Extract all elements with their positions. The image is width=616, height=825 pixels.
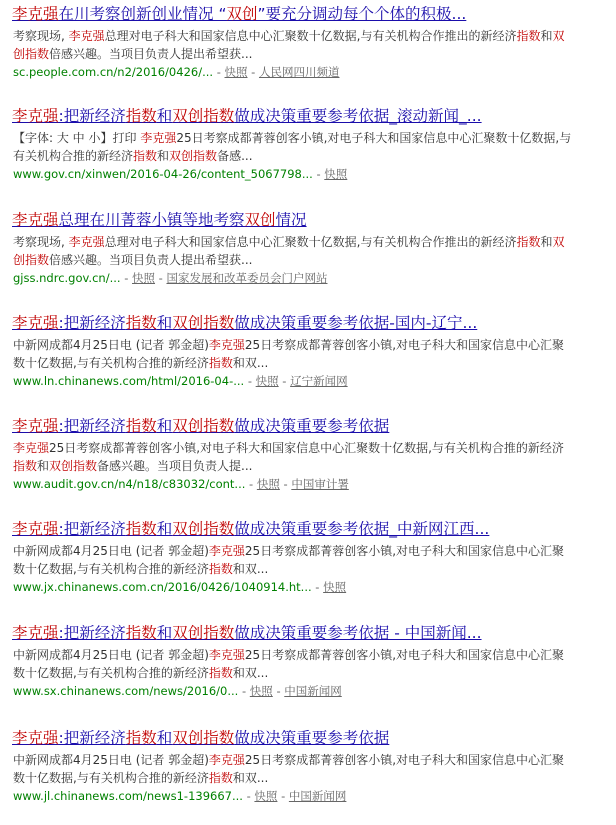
result-snippet: 中新网成都4月25日电 (记者 郭金超)李克强25日考察成都菁蓉创客小镇,对电子科大和国家信息中心汇聚数十亿数据,与有关机构合推的新经济指数和双...	[13, 338, 565, 370]
result-item	[0, 313, 600, 390]
result-meta	[13, 579, 600, 596]
result-snippet: 中新网成都4月25日电 (记者 郭金超)李克强25日考察成都菁蓉创客小镇,对电子科大和国家信息中心汇聚数十亿数据,与有关机构合推的新经济指数和双...	[13, 544, 565, 576]
site-link[interactable]: 辽宁新闻网	[290, 374, 348, 388]
result-snippet: 考察现场, 李克强总理对电子科大和国家信息中心汇聚数十亿数据,与有关机构合作推出的新经济指数和双创指数倍感兴趣。当项目负责人提出希望获...	[13, 29, 565, 61]
snapshot-link[interactable]: 快照	[132, 271, 156, 285]
result-item	[0, 623, 600, 700]
result-title-link[interactable]: 李克强:把新经济指数和双创指数做成决策重要参考依据 - 中国新闻...	[12, 624, 482, 642]
result-item	[0, 416, 600, 493]
result-snippet: 考察现场, 李克强总理对电子科大和国家信息中心汇聚数十亿数据,与有关机构合作推出的新经济指数和双创指数倍感兴趣。当项目负责人提出希望获...	[13, 235, 565, 267]
separator: -	[312, 167, 325, 181]
site-link[interactable]: 中国新闻网	[288, 789, 347, 803]
result-meta	[13, 166, 600, 183]
site-link[interactable]: 中国新闻网	[284, 684, 342, 698]
result-snippet: 李克强25日考察成都菁蓉创客小镇,对电子科大和国家信息中心汇聚数十亿数据,与有关机构合推的新经济指数和双创指数备感兴趣。当项目负责人提...	[13, 441, 564, 473]
separator: -	[238, 684, 250, 698]
separator: -	[245, 477, 257, 491]
result-meta	[13, 373, 600, 390]
result-title-link[interactable]: 李克强总理在川菁蓉小镇等地考察双创情况	[12, 211, 307, 229]
result-title-link[interactable]: 李克强:把新经济指数和双创指数做成决策重要参考依据	[12, 729, 390, 747]
result-item	[0, 4, 600, 81]
site-link[interactable]: 中国审计署	[291, 477, 349, 491]
separator: -	[120, 271, 133, 285]
result-item	[0, 519, 600, 596]
separator: -	[242, 789, 255, 803]
result-meta	[13, 788, 600, 805]
result-meta	[13, 683, 600, 700]
result-item	[0, 210, 600, 287]
result-title-link[interactable]: 李克强:把新经济指数和双创指数做成决策重要参考依据-国内-辽宁...	[12, 314, 478, 332]
result-url: www.sx.chinanews.com/news/2016/0...	[13, 684, 239, 698]
snapshot-link[interactable]: 快照	[249, 684, 273, 698]
snapshot-link[interactable]: 快照	[224, 65, 248, 79]
result-item	[0, 106, 600, 183]
result-url: www.ln.chinanews.com/html/2016-04-...	[13, 374, 245, 388]
separator: -	[278, 374, 291, 388]
result-title-link[interactable]: 李克强:把新经济指数和双创指数做成决策重要参考依据_滚动新闻_...	[12, 107, 482, 125]
result-url: www.audit.gov.cn/n4/n18/c83032/cont...	[13, 477, 246, 491]
result-url: www.gov.cn/xinwen/2016-04-26/content_5067798...	[13, 167, 313, 181]
result-meta	[13, 64, 600, 81]
snapshot-link[interactable]: 快照	[255, 374, 279, 388]
separator: -	[277, 789, 289, 803]
site-link[interactable]: 人民网四川频道	[258, 65, 340, 79]
result-snippet: 中新网成都4月25日电 (记者 郭金超)李克强25日考察成都菁蓉创客小镇,对电子科大和国家信息中心汇聚数十亿数据,与有关机构合推的新经济指数和双...	[13, 648, 565, 680]
result-snippet: 中新网成都4月25日电 (记者 郭金超)李克强25日考察成都菁蓉创客小镇,对电子科大和国家信息中心汇聚数十亿数据,与有关机构合推的新经济指数和双...	[13, 753, 565, 785]
result-url: www.jx.chinanews.com.cn/2016/0426/1040914.ht...	[13, 580, 312, 594]
snapshot-link[interactable]: 快照	[323, 580, 347, 594]
result-title-link[interactable]: 李克强:把新经济指数和双创指数做成决策重要参考依据_中新网江西...	[12, 520, 490, 538]
snapshot-link[interactable]: 快照	[256, 477, 280, 491]
result-snippet: 【字体: 大 中 小】打印 李克强25日考察成都菁蓉创客小镇,对电子科大和国家信息中心汇聚数十亿数据,与有关机构合推的新经济指数和双创指数备感...	[13, 131, 572, 163]
result-meta	[13, 476, 600, 493]
result-url: sc.people.com.cn/n2/2016/0426/...	[13, 65, 214, 79]
separator: -	[272, 684, 285, 698]
separator: -	[244, 374, 256, 388]
result-meta	[13, 270, 600, 287]
separator: -	[155, 271, 167, 285]
separator: -	[279, 477, 292, 491]
snapshot-link[interactable]: 快照	[324, 167, 348, 181]
result-title-link[interactable]: 李克强:把新经济指数和双创指数做成决策重要参考依据	[12, 417, 390, 435]
snapshot-link[interactable]: 快照	[254, 789, 278, 803]
separator: -	[247, 65, 259, 79]
separator: -	[311, 580, 324, 594]
result-item	[0, 728, 600, 805]
result-url: gjss.ndrc.gov.cn/...	[13, 271, 121, 285]
result-title-link[interactable]: 李克强在川考察创新创业情况 “双创”要充分调动每个个体的积极...	[12, 5, 467, 23]
separator: -	[213, 65, 225, 79]
site-link[interactable]: 国家发展和改革委员会门户网站	[166, 271, 328, 285]
result-url: www.jl.chinanews.com/news1-139667...	[13, 789, 243, 803]
